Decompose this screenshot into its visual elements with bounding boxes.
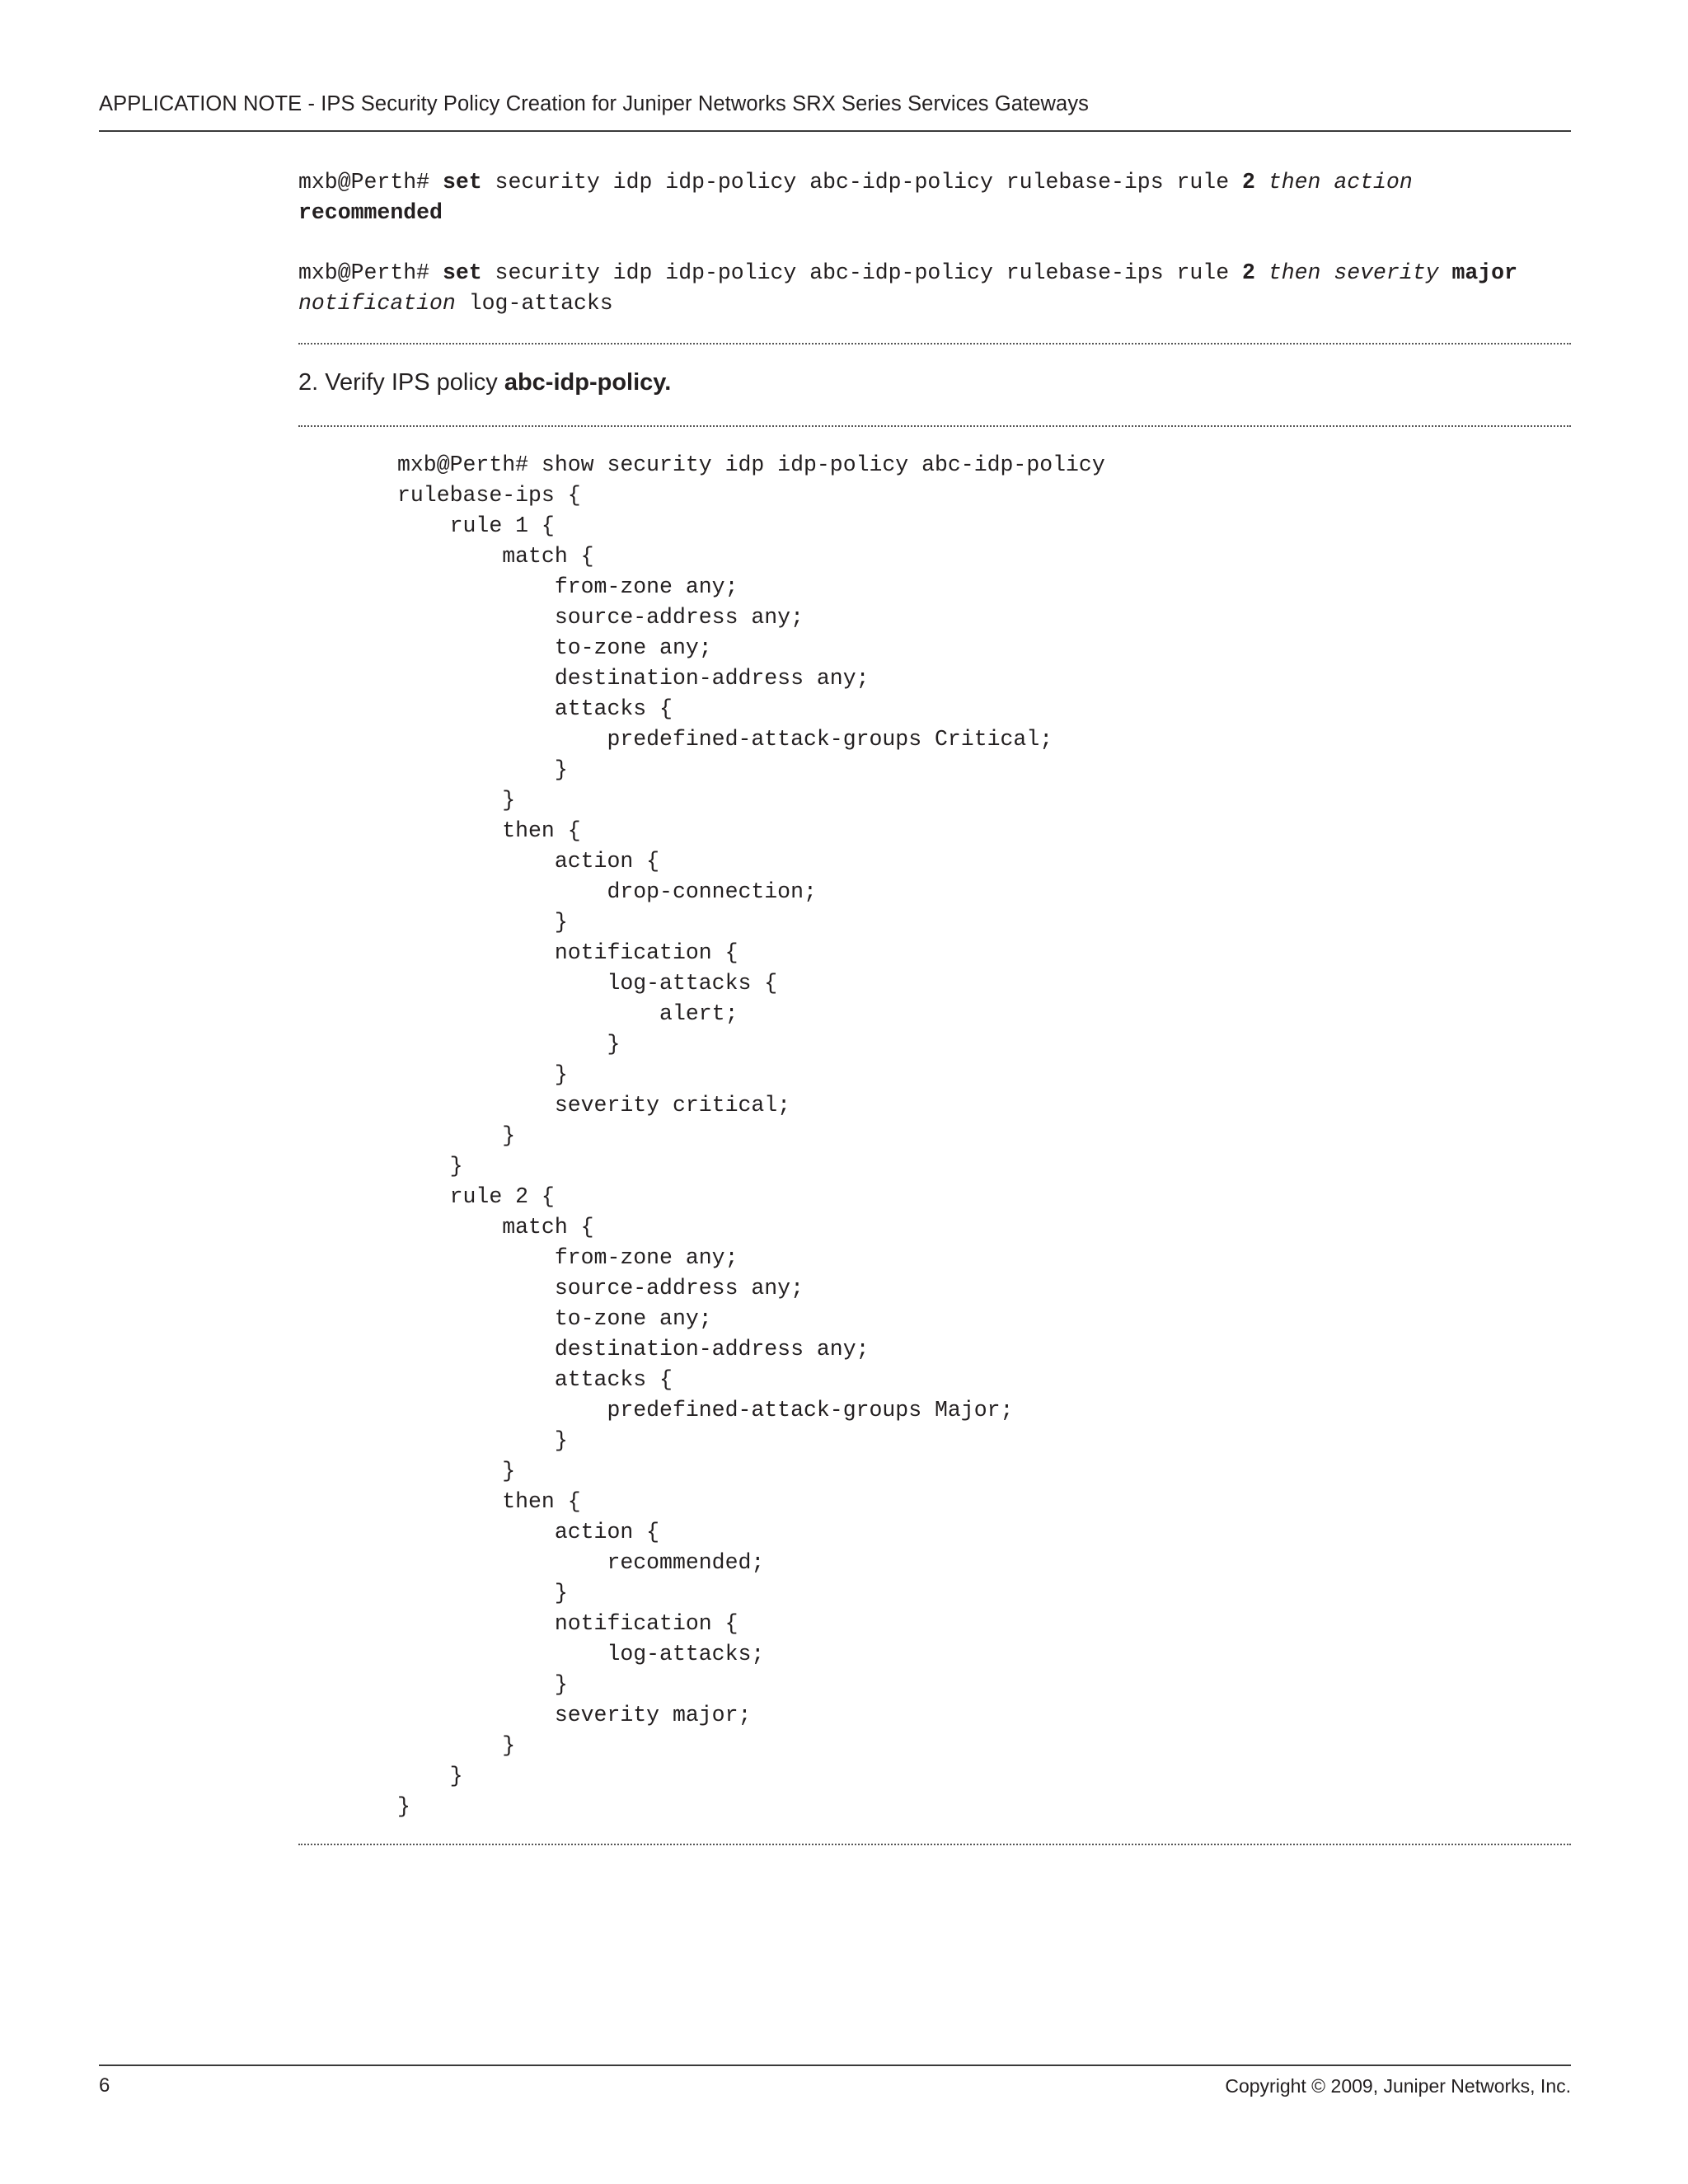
policy-name: abc-idp-policy. xyxy=(504,369,672,396)
header-rule xyxy=(99,130,1571,132)
footer-rule xyxy=(99,2064,1571,2066)
step-heading xyxy=(298,369,671,396)
then-severity-keyword: then severity xyxy=(1268,260,1439,285)
copyright-notice: Copyright © 2009, Juniper Networks, Inc. xyxy=(1225,2075,1571,2097)
set-keyword: set xyxy=(442,260,482,285)
cli-prompt: mxb@Perth# xyxy=(298,260,443,285)
command-path: security idp idp-policy abc-idp-policy rulebase-ips rule xyxy=(481,170,1243,194)
then-action-keyword: then action xyxy=(1268,170,1413,194)
dotted-divider xyxy=(298,425,1571,427)
notification-value: log-attacks xyxy=(455,291,613,316)
rule-number: 2 xyxy=(1242,260,1255,285)
set-command-action xyxy=(298,167,1413,228)
severity-value: major xyxy=(1451,260,1517,285)
set-keyword: set xyxy=(442,170,482,194)
dotted-divider xyxy=(298,343,1571,344)
command-path: security idp idp-policy abc-idp-policy rulebase-ips rule xyxy=(481,260,1243,285)
dotted-divider xyxy=(298,1844,1571,1845)
step-text: 2. Verify IPS policy xyxy=(298,369,504,396)
action-value: recommended xyxy=(298,200,443,225)
page-number: 6 xyxy=(99,2074,110,2097)
cli-prompt: mxb@Perth# xyxy=(298,170,443,194)
notification-keyword: notification xyxy=(298,291,456,316)
config-output-block: mxb@Perth# show security idp idp-policy abc-idp-policy rulebase-ips { rule 1 { match { from-zone any; source-address any; to-zone any; destination-address any; attacks { predefined-attack-groups Critical; } } then { action { drop-connection; } notification { log-attacks { alert; } } severity critical; } } rule 2 { match { from-zone any; source-address any; to-zone any; destination-address any; attacks { predefined-attack-groups Major; } } then { action { recommended; } notification { log-attacks; } severity major; } } } xyxy=(397,452,1105,1819)
rule-number: 2 xyxy=(1242,170,1255,194)
set-command-severity xyxy=(298,258,1517,319)
running-header: APPLICATION NOTE - IPS Security Policy Creation for Juniper Networks SRX Series Services Gateways xyxy=(99,92,1090,115)
